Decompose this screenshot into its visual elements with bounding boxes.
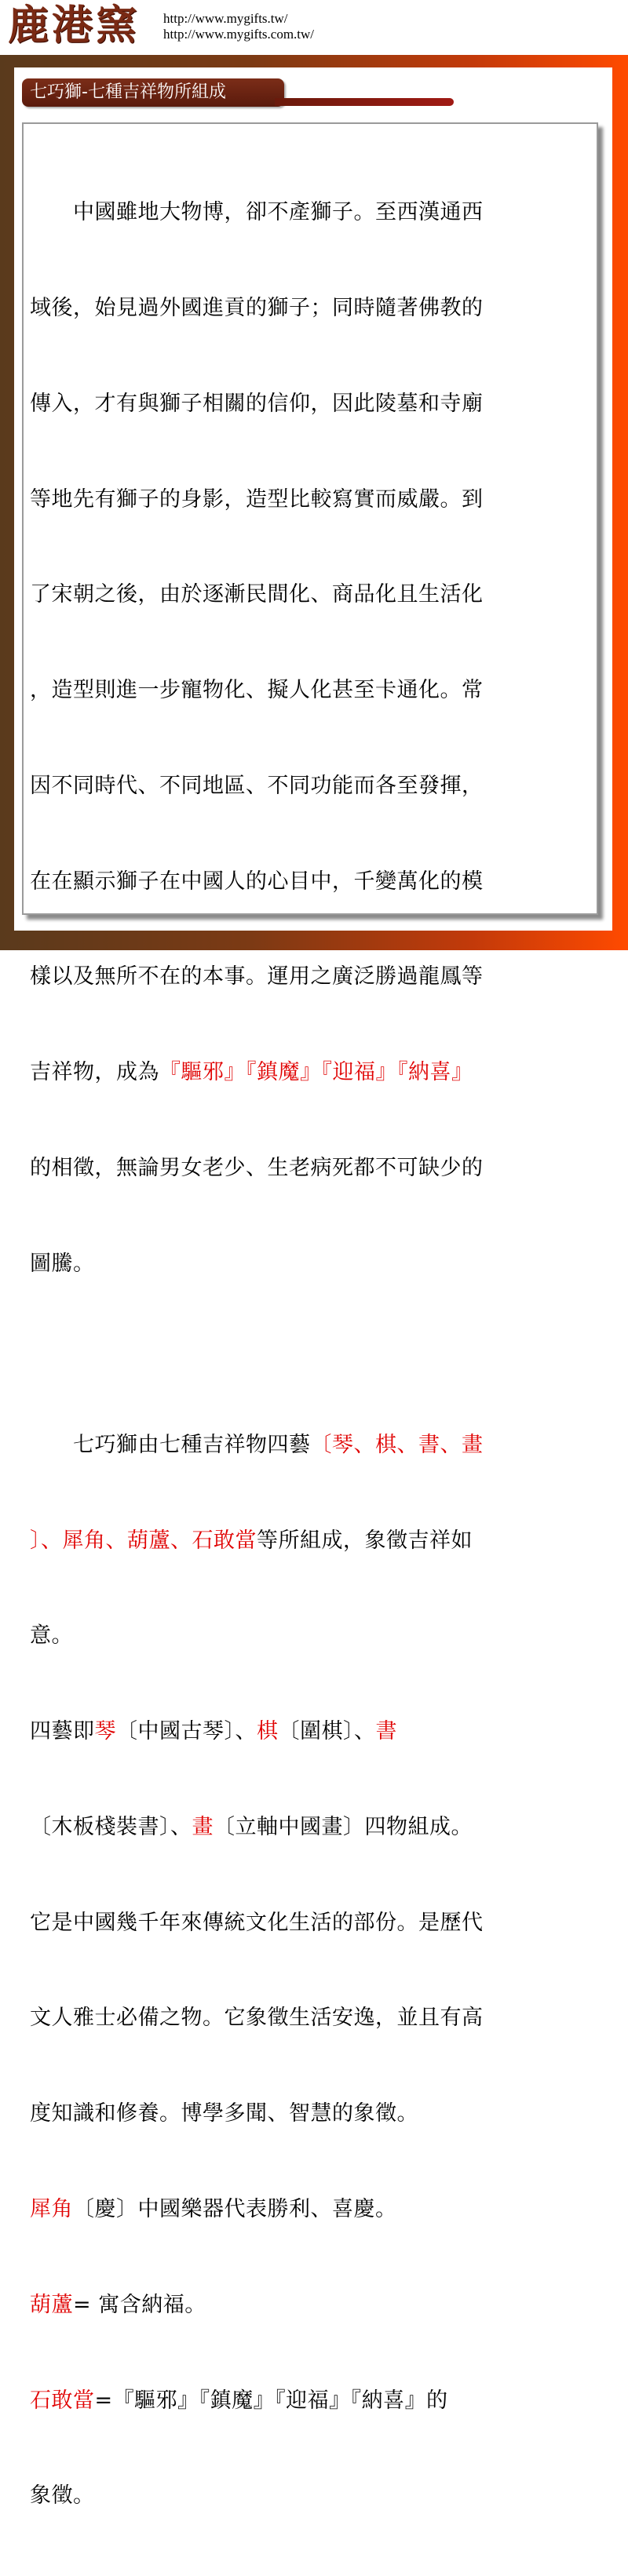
text-line xyxy=(30,2385,595,2418)
text-span: 〔立軸中國畫〕四物組成。 xyxy=(214,1814,473,1839)
text-line xyxy=(30,2194,595,2226)
text-span: =『驅邪』『鎮魔』『迎福』『納喜』的 xyxy=(94,2388,448,2413)
highlight-text: 〔琴、棋、書、畫 xyxy=(310,1432,484,1457)
text-line: 的相徵，無論男女老少、生老病死都不可缺少的 xyxy=(30,1156,484,1180)
header xyxy=(0,0,628,55)
text-line: 等地先有獅子的身影，造型比較寫實而威嚴。到 xyxy=(30,486,484,512)
text-line: 文人雅士必備之物。它象徵生活安逸，並且有高 xyxy=(30,2006,484,2031)
highlight-text: 犀角 xyxy=(30,2197,73,2221)
text-line: 象徵。 xyxy=(30,2483,95,2509)
text-line xyxy=(30,1812,595,1844)
text-span: 〔木板棧裝書〕、 xyxy=(30,1814,192,1839)
text-line: 它是中國幾千年來傳統文化生活的部份。是歷代 xyxy=(30,1910,484,1935)
text-span: = 寓含納福。 xyxy=(73,2292,206,2317)
url-list xyxy=(163,11,314,42)
text-line: 樣以及無所不在的本事。運用之廣泛勝過龍鳳等 xyxy=(30,964,484,989)
section-title: 七巧獅-七種吉祥物所組成 xyxy=(22,78,284,107)
text-line xyxy=(30,1430,595,1462)
text-span: 〔圍棋〕、 xyxy=(278,1719,376,1744)
text-line: 傳入，才有與獅子相關的信仰，因此陵墓和寺廟 xyxy=(30,391,484,416)
highlight-text: 書 xyxy=(375,1719,397,1744)
text-line: 在在顯示獅子在中國人的心目中，千變萬化的模 xyxy=(30,869,484,894)
text-line: ，造型則進一步寵物化、擬人化甚至卡通化。常 xyxy=(30,678,484,703)
text-line xyxy=(30,1716,595,1748)
text-line: 中國雖地大物博，卻不產獅子。至西漢通西 xyxy=(30,200,484,225)
text-span: 等所組成，象徵吉祥如 xyxy=(257,1528,473,1553)
text-line: 域後，始見過外國進貢的獅子；同時隨著佛教的 xyxy=(30,295,484,320)
highlight-text: 〕、犀角、葫蘆、石敢當 xyxy=(30,1528,257,1553)
url-link-1[interactable]: http://www.mygifts.tw/ xyxy=(163,11,288,26)
text-line xyxy=(30,1057,595,1089)
text-line: 度知識和修養。博學多聞、智慧的象徵。 xyxy=(30,2101,418,2126)
highlight-text: 畫 xyxy=(192,1814,214,1839)
text-line xyxy=(30,2290,595,2322)
text-span: 七巧獅由七種吉祥物四藝 xyxy=(30,1432,311,1457)
text-line: 圖騰。 xyxy=(30,1251,95,1276)
text-span: 〔中國古琴〕、 xyxy=(116,1719,257,1744)
highlight-text: 葫蘆 xyxy=(30,2292,73,2317)
article-text xyxy=(30,133,595,2576)
highlight-text: 『驅邪』『鎮魔』『迎福』『納喜』 xyxy=(159,1060,473,1085)
text-span: 四藝即 xyxy=(30,1719,95,1744)
article-box xyxy=(22,122,598,2509)
text-line: 因不同時代、不同地區、不同功能而各至發揮， xyxy=(30,773,484,798)
text-line: 了宋朝之後，由於逐漸民間化、商品化且生活化 xyxy=(30,582,484,607)
site-logo[interactable]: 鹿港窯 xyxy=(8,2,141,49)
text-span: 〔慶〕中國樂器代表勝利、喜慶。 xyxy=(73,2197,397,2221)
text-line xyxy=(30,1525,595,1558)
paragraph-gap xyxy=(30,1344,595,1366)
highlight-text: 石敢當 xyxy=(30,2388,95,2413)
highlight-text: 棋 xyxy=(257,1719,279,1744)
title-underline-bar xyxy=(275,98,454,106)
url-link-2[interactable]: http://www.mygifts.com.tw/ xyxy=(163,27,315,42)
text-line: 意。 xyxy=(30,1623,73,1649)
text-span: 吉祥物，成為 xyxy=(30,1060,159,1085)
highlight-text: 琴 xyxy=(94,1719,116,1744)
